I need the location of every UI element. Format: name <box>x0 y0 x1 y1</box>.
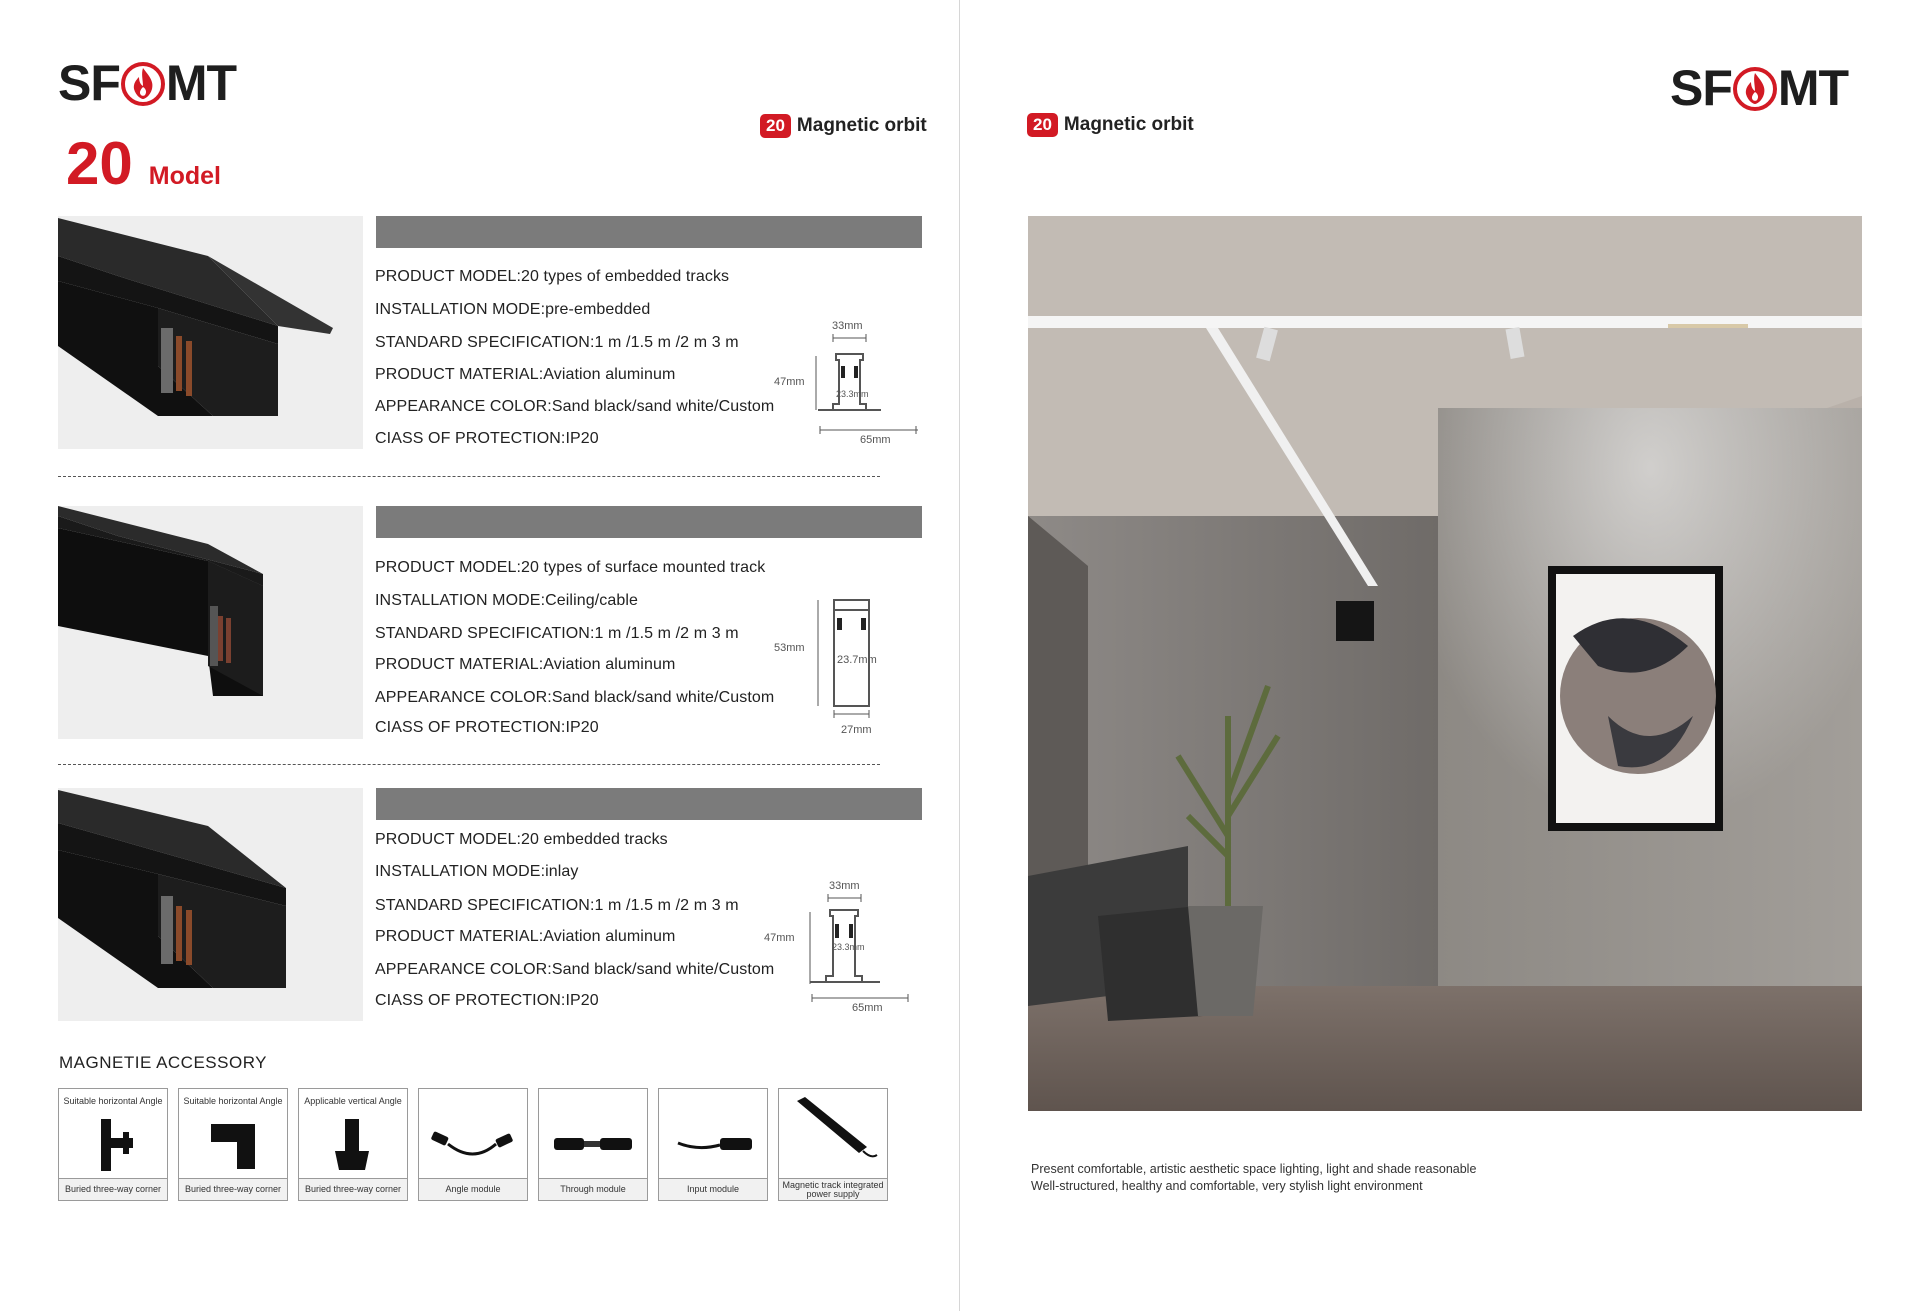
accessory-bottom-label: Input module <box>659 1178 767 1200</box>
section-tag <box>1027 113 1194 137</box>
logo-suffix: MT <box>1777 60 1849 116</box>
dim-height: 47mm <box>774 376 805 388</box>
spec-protection: CIASS OF PROTECTION:IP20 <box>375 719 599 736</box>
through-module-icon <box>539 1111 647 1177</box>
accessory-item <box>418 1088 528 1201</box>
dim-height: 53mm <box>774 642 805 654</box>
accessory-item <box>298 1088 408 1201</box>
photo-caption <box>1031 1161 1476 1195</box>
accessory-bottom-label: Buried three-way corner <box>179 1178 287 1200</box>
product-header-bar <box>376 216 922 248</box>
right-page <box>959 0 1920 1311</box>
dashed-divider <box>58 764 880 765</box>
spec-installation: INSTALLATION MODE:inlay <box>375 863 579 880</box>
spec-protection: CIASS OF PROTECTION:IP20 <box>375 992 599 1009</box>
product-image <box>58 788 363 1021</box>
spec-installation: INSTALLATION MODE:pre-embedded <box>375 301 651 318</box>
accessory-title: MAGNETIE ACCESSORY <box>59 1053 268 1072</box>
accessory-item <box>178 1088 288 1201</box>
spec-model: PRODUCT MODEL:20 embedded tracks <box>375 831 668 848</box>
product-image <box>58 506 363 739</box>
logo-suffix: MT <box>165 55 237 111</box>
dim-bottom: 65mm <box>860 434 891 446</box>
interior-photo <box>1028 216 1862 1111</box>
flame-logo-icon <box>121 62 165 106</box>
product-header-bar <box>376 506 922 538</box>
accessory-top-label: Suitable horizontal Angle <box>183 1096 283 1106</box>
dim-inner: 23.7mm <box>837 654 877 666</box>
dimension-drawing <box>774 320 918 446</box>
accessory-row <box>58 1088 888 1201</box>
accessory-item <box>58 1088 168 1201</box>
accessory-bottom-label: Angle module <box>419 1178 527 1200</box>
model-word: Model <box>148 162 221 190</box>
accessory-bottom-label: Magnetic track integrated power supply <box>779 1178 887 1200</box>
product-header-bar <box>376 788 922 820</box>
brand-logo <box>1670 60 1849 116</box>
dimension-drawing <box>774 594 918 736</box>
accessory-bottom-label: Through module <box>539 1178 647 1200</box>
spec-installation: INSTALLATION MODE:Ceiling/cable <box>375 592 639 609</box>
accessory-top-label: Suitable horizontal Angle <box>63 1096 163 1106</box>
accessory-top-label: Applicable vertical Angle <box>304 1096 402 1106</box>
spec-color: APPEARANCE COLOR:Sand black/sand white/Custom <box>375 689 775 706</box>
dim-height: 47mm <box>764 932 795 944</box>
model-heading <box>66 130 221 197</box>
spec-standard: STANDARD SPECIFICATION:1 m /1.5 m /2 m 3 m <box>375 334 739 351</box>
spec-material: PRODUCT MATERIAL:Aviation aluminum <box>375 928 676 945</box>
caption-line: Present comfortable, artistic aesthetic space lighting, light and shade reasonable <box>1031 1162 1477 1176</box>
accessory-bottom-label: Buried three-way corner <box>59 1178 167 1200</box>
accessory-bottom-label: Buried three-way corner <box>299 1178 407 1200</box>
angle-module-icon <box>419 1111 527 1177</box>
product-embedded-tracks <box>58 216 922 449</box>
input-module-icon <box>659 1111 767 1177</box>
left-page <box>0 0 958 1311</box>
spec-material: PRODUCT MATERIAL:Aviation aluminum <box>375 656 676 673</box>
model-number: 20 <box>66 130 133 197</box>
power-supply-icon <box>779 1097 887 1163</box>
spec-color: APPEARANCE COLOR:Sand black/sand white/Custom <box>375 398 775 415</box>
spec-color: APPEARANCE COLOR:Sand black/sand white/Custom <box>375 961 775 978</box>
accessory-item <box>538 1088 648 1201</box>
vertical-connector-icon <box>299 1111 407 1177</box>
spec-material: PRODUCT MATERIAL:Aviation aluminum <box>375 366 676 383</box>
section-number: 20 <box>1027 113 1058 137</box>
product-surface-track <box>58 506 922 739</box>
spec-model: PRODUCT MODEL:20 types of embedded tracks <box>375 268 730 285</box>
dim-bottom: 27mm <box>841 724 872 736</box>
dim-inner: 23.3mm <box>836 389 869 399</box>
accessory-item <box>778 1088 888 1201</box>
brand-logo <box>58 55 237 111</box>
spec-standard: STANDARD SPECIFICATION:1 m /1.5 m /2 m 3 m <box>375 625 739 642</box>
spec-model: PRODUCT MODEL:20 types of surface mounted track <box>375 559 766 576</box>
dim-top: 33mm <box>829 880 860 892</box>
flame-logo-icon <box>1733 67 1777 111</box>
product-image <box>58 216 363 449</box>
l-connector-icon <box>179 1111 287 1177</box>
logo-prefix: SF <box>58 55 120 111</box>
spec-standard: STANDARD SPECIFICATION:1 m /1.5 m /2 m 3 m <box>375 897 739 914</box>
caption-line: Well-structured, healthy and comfortable, very stylish light environment <box>1031 1179 1423 1193</box>
dashed-divider <box>58 476 880 477</box>
logo-prefix: SF <box>1670 60 1732 116</box>
dimension-drawing <box>764 880 920 1014</box>
section-label: Magnetic orbit <box>1063 114 1194 135</box>
dim-bottom: 65mm <box>852 1002 883 1014</box>
dim-inner: 23.3mm <box>832 942 865 952</box>
accessory-item <box>658 1088 768 1201</box>
section-label: Magnetic orbit <box>796 115 927 136</box>
section-tag <box>760 114 927 138</box>
dim-top: 33mm <box>832 320 863 332</box>
spec-protection: CIASS OF PROTECTION:IP20 <box>375 430 599 447</box>
section-number: 20 <box>760 114 791 138</box>
product-embedded-tracks-inlay <box>58 788 922 1021</box>
t-connector-icon <box>59 1111 167 1177</box>
